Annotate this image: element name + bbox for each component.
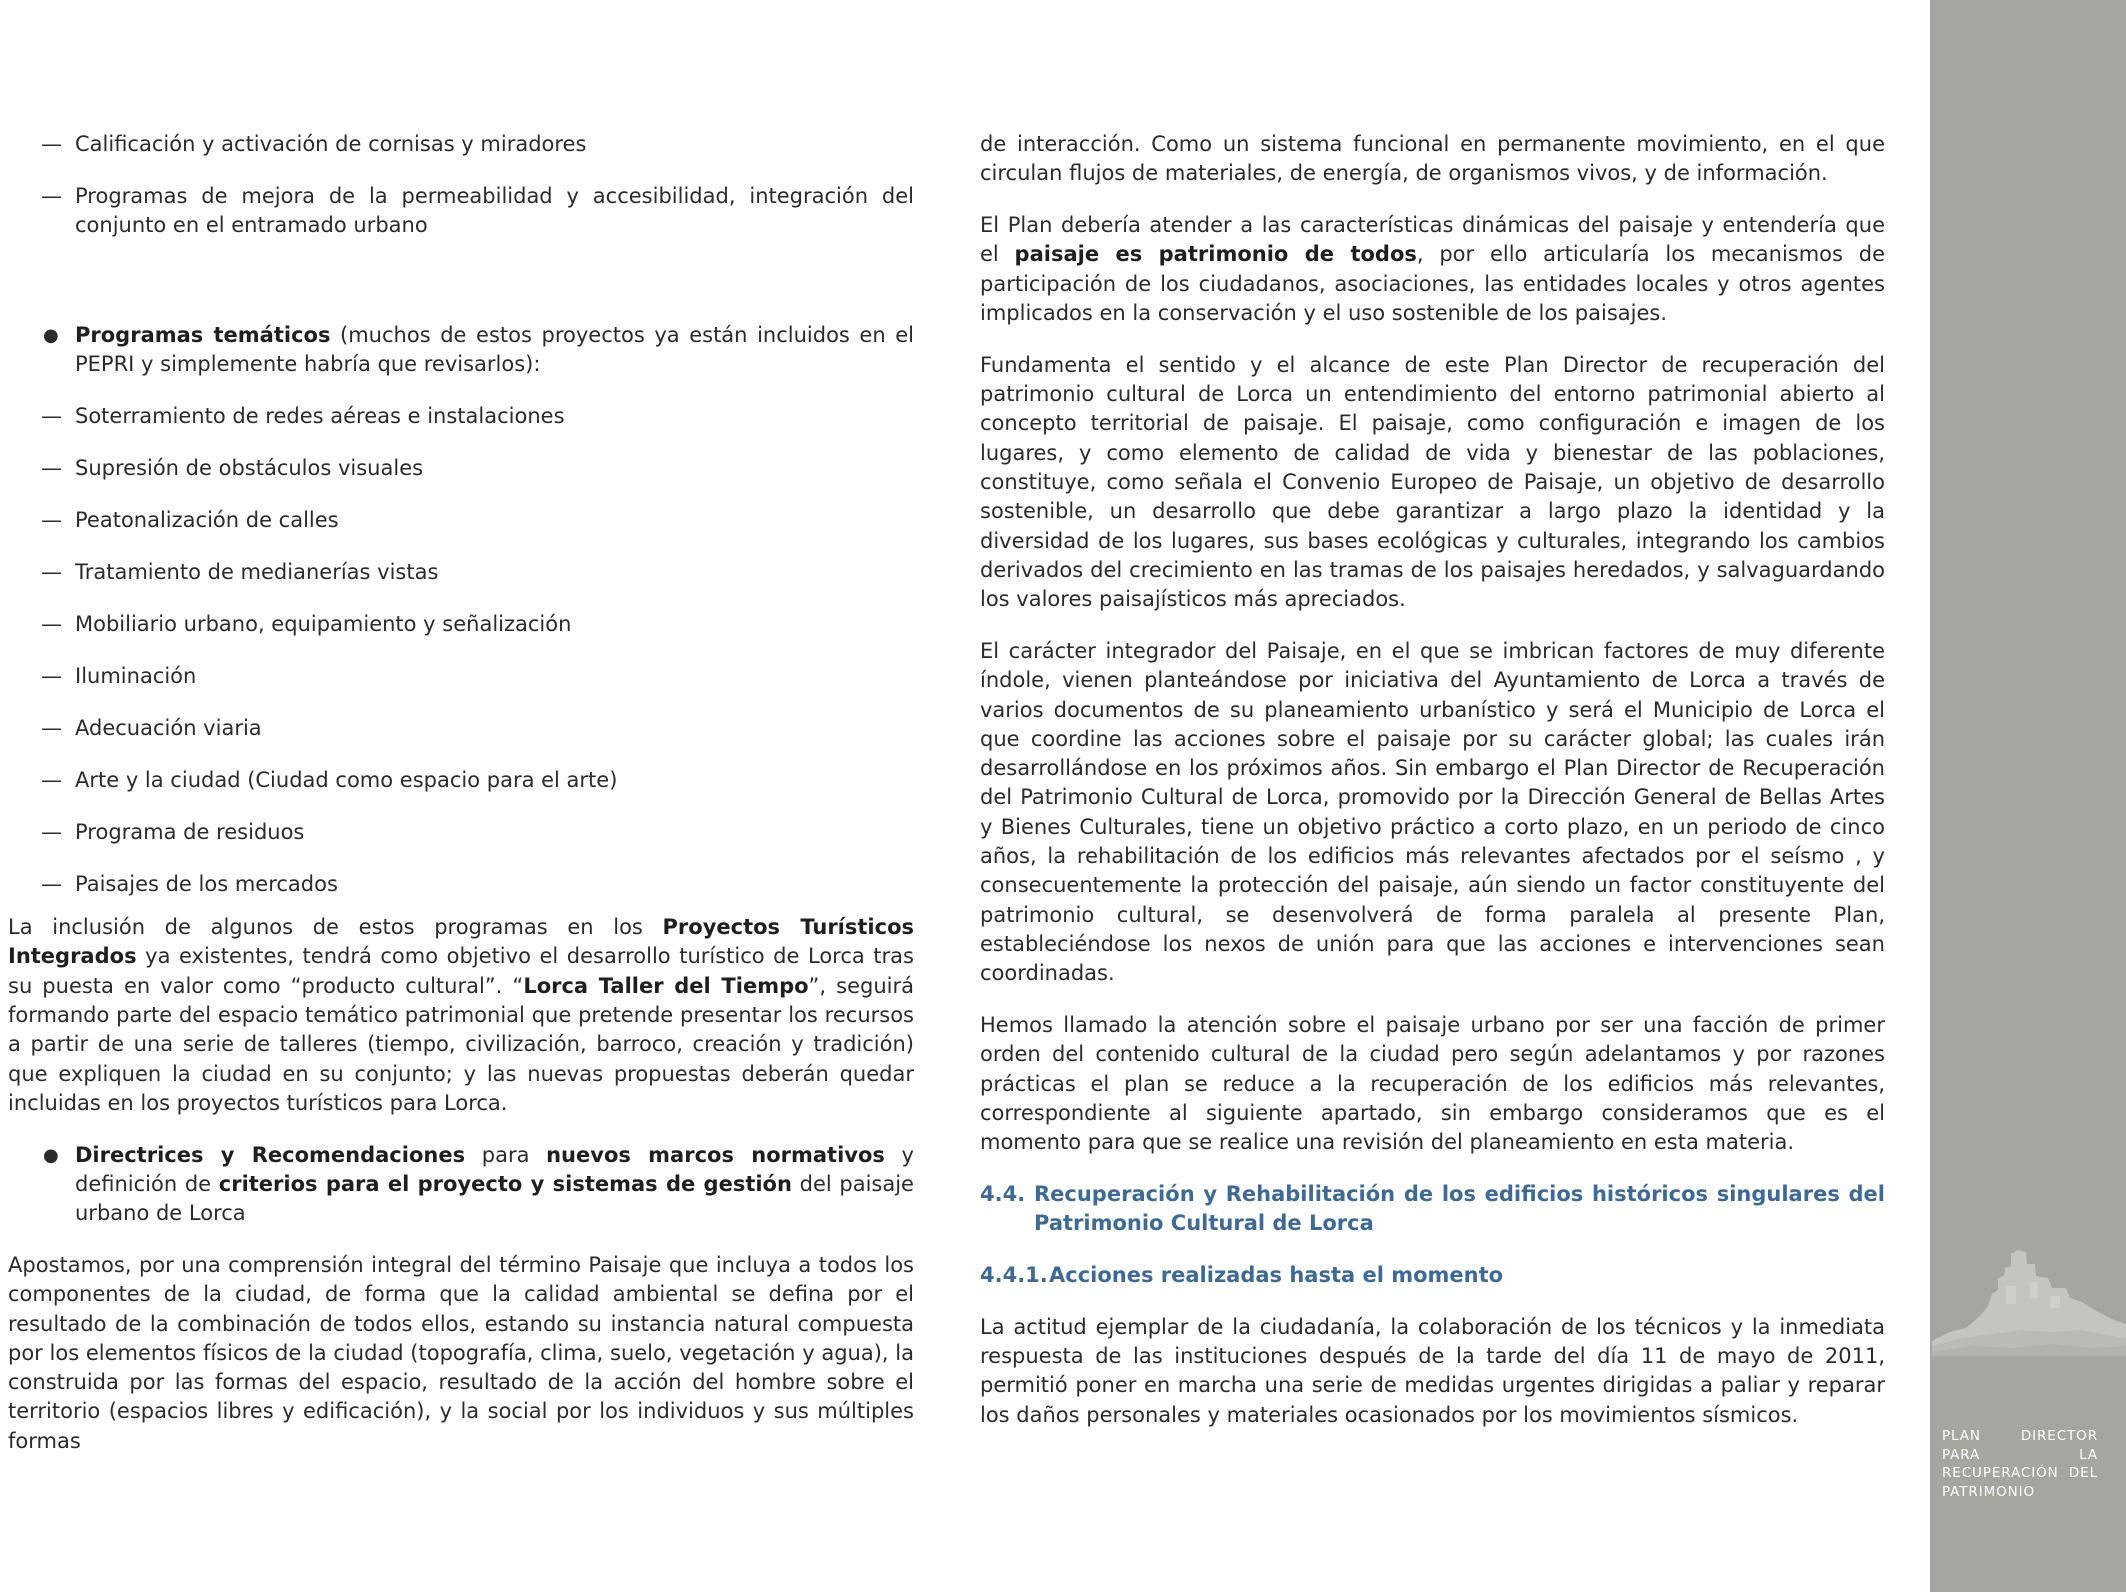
dash-marker: — [41, 715, 62, 740]
list-item: — Paisajes de los mercados [8, 870, 914, 899]
list-item: — Adecuación viaria [8, 714, 914, 743]
bullet-programas-tematicos: ● Programas temáticos (muchos de estos proyectos ya están incluidos en el PEPRI y simplemente habría que revisarlos): [43, 322, 914, 376]
bullet-marker: ● [43, 1144, 59, 1166]
paragraph-fundamenta: Fundamenta el sentido y el alcance de este Plan Director de recuperación del patrimonio cultural de Lorca un entendimiento del entorno patrimonial abierto al concepto territorial de paisaje. El paisaje, como configuración e imagen de los lugares, y como elemento de calidad de vida y bienestar de las poblaciones, constituye, como señala el Convenio Europeo de Paisaje, un objetivo de desarrollo sostenible, un desarrollo que debe garantizar a largo plazo la identidad y la diversidad de los lugares, sus bases ecológicas y culturales, integrando los cambios derivados del crecimiento en las tramas de los paisajes heredados, y salvaguardando los valores paisajísticos más apreciados. [980, 352, 1885, 612]
list-item: — Programa de residuos [8, 818, 914, 847]
dash-marker: — [41, 663, 62, 688]
paragraph-proyectos-turisticos: La inclusión de algunos de estos programas en los Proyectos Turísticos Integrados ya existentes, tendrá como objetivo el desarrollo turístico de Lorca tras su puesta en valor como “producto cultural”. “Lorca Taller del Tiempo”, seguirá formando parte del espacio temático patrimonial que pretende presentar los recursos a partir de una serie de talleres (tiempo, civilización, barroco, creación y tradición) que expliquen la ciudad en su conjunto; y las nuevas propuestas deberán quedar incluidas en los proyectos turísticos para Lorca. [8, 915, 914, 1115]
dash-marker: — [41, 559, 62, 584]
list-item: — Mobiliario urbano, equipamiento y señalización [8, 610, 914, 639]
list-item: — Calificación y activación de cornisas y miradores [8, 130, 914, 159]
dash-marker: — [41, 507, 62, 532]
dash-marker: — [41, 183, 62, 208]
list-item: — Arte y la ciudad (Ciudad como espacio para el arte) [8, 766, 914, 795]
list-item: — Supresión de obstáculos visuales [8, 454, 914, 483]
castle-logo-icon [1932, 1246, 2126, 1356]
list-item: — Programas de mejora de la permeabilidad y accesibilidad, integración del conjunto en el entramado urbano [41, 183, 914, 238]
dash-marker: — [41, 871, 62, 896]
right-column [980, 130, 1885, 1430]
paragraph-atencion: Hemos llamado la atención sobre el paisaje urbano por ser una facción de primer orden del contenido cultural de la ciudad pero según adelantamos y por razones prácticas el plan se reduce a la recuperación de los edificios más relevantes, correspondiente al siguiente apartado, sin embargo consideramos que es el momento para que se realice una revisión del planeamiento en esta materia. [980, 1013, 1885, 1155]
dash-marker: — [41, 403, 62, 428]
brand-line: PLAN DIRECTOR [1942, 1428, 2098, 1444]
section-heading-4-4: 4.4. Recuperación y Rehabilitación de los edificios históricos singulares del Patrimonio Cultural de Lorca [980, 1182, 1885, 1236]
dash-marker: — [41, 767, 62, 792]
list-item: — Tratamiento de medianerías vistas [8, 558, 914, 587]
brand-line: PATRIMONIO [1942, 1483, 2036, 1500]
list-item: — Soterramiento de redes aéreas e instalaciones [8, 402, 914, 431]
left-column [8, 130, 914, 1456]
list-item: — Iluminación [8, 662, 914, 691]
sidebar-brand [1942, 1427, 2098, 1501]
dash-marker: — [41, 455, 62, 480]
brand-line: PARA LA [1942, 1446, 2098, 1463]
section-number: 4.4. [980, 1182, 1026, 1206]
dash-marker: — [41, 611, 62, 636]
paragraph-caracter: El carácter integrador del Paisaje, en el que se imbrican factores de muy diferente índole, vienen planteándose por iniciativa del Ayuntamiento de Lorca a través de varios documentos de su planeamiento urbanístico y será el Municipio de Lorca el que coordine las acciones sobre el paisaje por su carácter global; las cuales irán desarrollándose en los próximos años. Sin embargo el Plan Director de Recuperación del Patrimonio Cultural de Lorca, promovido por la Dirección General de Bellas Artes y Bienes Culturales, tiene un objetivo práctico a corto plazo, en un periodo de cinco años, la rehabilitación de los edificios más relevantes afectados por el seísmo , y consecuentemente la protección del paisaje, aún siendo un factor constituyente del patrimonio cultural, se desenvolverá de forma paralela al presente Plan, estableciéndose los nexos de unión para que las acciones e intervenciones sean coordinadas. [980, 638, 1885, 986]
section-number: 4.4.1. [980, 1263, 1048, 1288]
paragraph-paisaje: Apostamos, por una comprensión integral del término Paisaje que incluya a todos los componentes de la ciudad, de forma que la calidad ambiental se defina por el resultado de la combinación de todos ellos, estando su instancia natural compuesta por los elementos físicos de la ciudad (topografía, clima, suelo, vegetación y agua), la construida por las formas del espacio, resultado de la acción del hombre sobre el territorio (espacios libres y edificación), y la social por los individuos y sus múltiples formas [8, 1252, 914, 1453]
section-heading-4-4-1: 4.4.1. Acciones realizadas hasta el momento [980, 1261, 1885, 1290]
paragraph-actitud: La actitud ejemplar de la ciudadanía, la colaboración de los técnicos y la inmediata respuesta de las instituciones después de la tarde del día 11 de mayo de 2011, permitió poner en marcha una serie de medidas urgentes dirigidas a paliar y reparar los daños personales y materiales ocasionados por los movimientos sísmicos. [980, 1314, 1885, 1427]
list-item: — Peatonalización de calles [8, 506, 914, 535]
paragraph-plan: El Plan debería atender a las características dinámicas del paisaje y entendería que el paisaje es patrimonio de todos, por ello articularía los mecanismos de participación de los ciudadanos, asociaciones, las entidades locales y otros agentes implicados en la conservación y el uso sostenible de los paisajes. [980, 213, 1886, 325]
bullet-marker: ● [43, 324, 59, 346]
brand-line: RECUPERACIÓN DEL [1942, 1465, 2098, 1481]
bullet-directrices: ● Directrices y Recomendaciones para nuevos marcos normativos y definición de criterios para el proyecto y sistemas de gestión del paisaje urbano de Lorca [43, 1142, 914, 1226]
dash-marker: — [41, 819, 62, 844]
paragraph-interaccion: de interacción. Como un sistema funcional en permanente movimiento, en el que circulan flujos de materiales, de energía, de organismos vivos, y de información. [980, 132, 1885, 186]
dash-marker: — [41, 132, 62, 156]
